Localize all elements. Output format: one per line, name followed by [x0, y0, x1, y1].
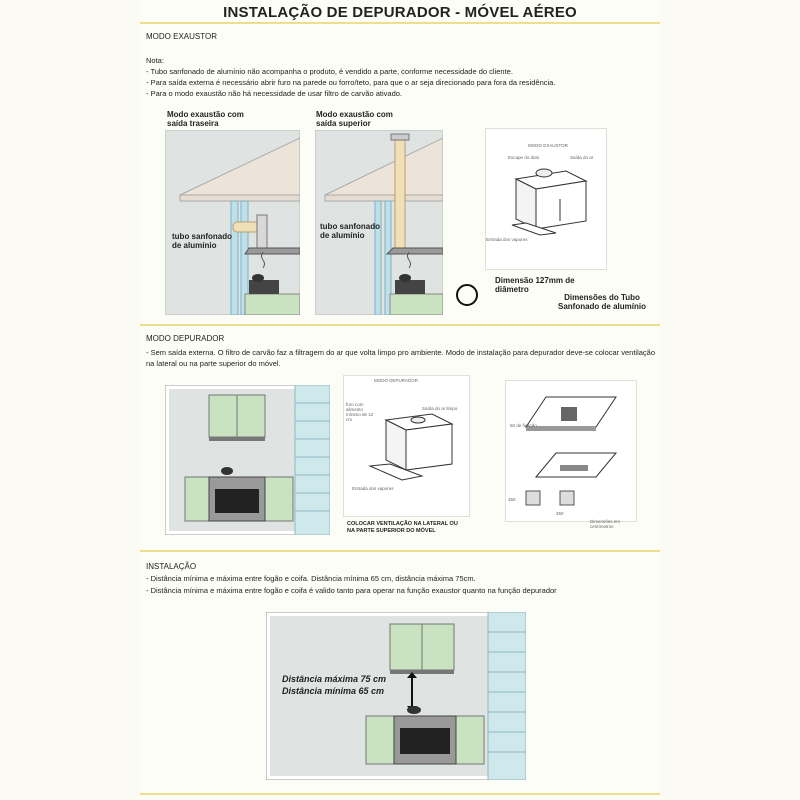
exaustor-note-1: - Tubo sanfonado de alumínio não acompanha o produto, é vendido a parte, conforme necessidade do cliente.: [146, 67, 513, 76]
page-title: INSTALAÇÃO DE DEPURADOR - MÓVEL AÉREO: [223, 4, 577, 21]
section-rule-1: [140, 324, 660, 326]
fig2-tube-label: tubo sanfonado de alumínio: [320, 222, 380, 240]
section-heading-exaustor: MODO EXAUSTOR: [146, 32, 217, 41]
depurador-kitchen-illustration: [165, 385, 330, 535]
section-heading-depurador: MODO DEPURADOR: [146, 334, 225, 343]
depurador-cabinet-drawing: [362, 410, 462, 490]
exaustor-schematic-in: Entrada dos vapores: [486, 237, 528, 242]
document-page: [140, 0, 660, 800]
depurador-schematic: [343, 375, 470, 517]
instalacao-note-1: - Distância mínima e máxima entre fogão e coifa. Distância mínima 65 cm, distância máxima 75cm.: [146, 574, 476, 583]
exaustor-schematic-out: Saída do ar: [570, 155, 594, 160]
min-distance-label: Distância mínima 65 cm: [282, 686, 385, 696]
mounting-drawing: [516, 387, 628, 515]
depurador-schematic-title: MODO DEPURADOR: [374, 378, 419, 383]
section-rule-3: [140, 793, 660, 795]
depurador-schematic-in: Entrada dos vapores: [352, 486, 394, 491]
tube-diameter-circle: [455, 283, 479, 307]
depurador-schematic-out: Saída do ar limpo: [422, 406, 458, 411]
fig1-title: Modo exaustão com saída traseira: [167, 110, 244, 128]
max-distance-label: Distância máxima 75 cm: [282, 674, 387, 684]
section-rule-2: [140, 550, 660, 552]
exaustor-note-label: Nota:: [146, 56, 164, 65]
exaustor-note-2: - Para saída externa é necessário abrir furo na parede ou forro/teto, para que o ar seja direcionado para fora da residência.: [146, 78, 556, 87]
fig2-title: Modo exaustão com saída superior: [316, 110, 393, 128]
section-heading-instalacao: INSTALAÇÃO: [146, 562, 197, 571]
mounting-note-fixing: 50 de fixação: [510, 423, 537, 428]
exaustor-note-3: - Para o modo exaustão não há necessidade de usar filtro de carvão ativado.: [146, 89, 402, 98]
mounting-dim-1: 350: [508, 497, 516, 502]
title-rule: [140, 22, 660, 24]
depurador-note: - Sem saída externa. O filtro de carvão faz a filtragem do ar que volta limpo pro ambiente. Modo de instalação para depurador deve-se colocar ventilação na lateral ou na parte superior do móvel.: [146, 348, 656, 368]
exaustor-schematic-title: MODO EXAUSTOR: [528, 143, 568, 148]
fig1-tube-label: tubo sanfonado de alumínio: [172, 232, 232, 250]
exaustor-schematic: [485, 128, 607, 270]
mounting-dim-2: 350: [556, 511, 564, 516]
mounting-note-units: Dimensões em centímetros: [590, 519, 621, 529]
fig1-rear-exit-illustration: [165, 130, 300, 315]
mounting-figure: [505, 380, 637, 529]
tube-diameter-label: Dimensão 127mm de diâmetro: [495, 276, 575, 294]
depurador-schematic-hole: furo com alimento mínimo de 12 cm: [346, 402, 374, 422]
installation-kitchen-illustration: [266, 612, 526, 780]
ventilation-label: COLOCAR VENTILAÇÃO NA LATERAL OU NA PARTE SUPERIOR DO MÓVEL: [347, 521, 458, 534]
instalacao-note-2: - Distância mínima e máxima entre fogão e coifa é valido tanto para operar na função exaustor quanto na função depurador: [146, 586, 557, 595]
exaustor-schematic-escape: Escape do duto: [508, 155, 540, 160]
exaustor-cabinet-drawing: [496, 159, 596, 249]
tube-dimensions-label: Dimensões do Tubo Sanfonado de alumínio: [557, 293, 646, 311]
